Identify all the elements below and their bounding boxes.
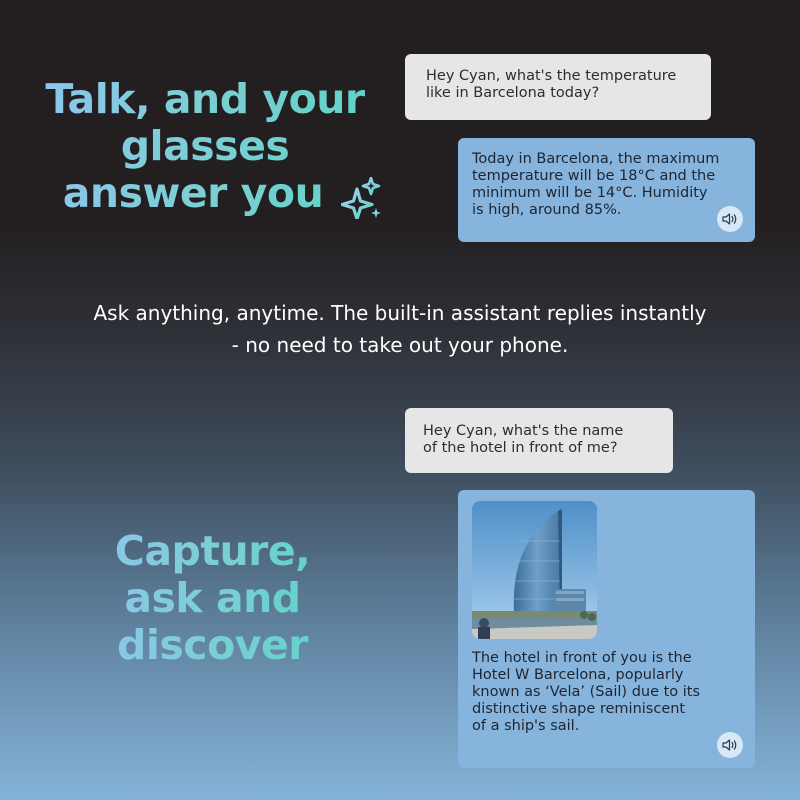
question-line: Hey Cyan, what's the temperature: [426, 68, 677, 84]
answer-line: The hotel in front of you is the: [472, 650, 692, 666]
answer-line: of a ship's sail.: [472, 718, 580, 734]
answer-line: Today in Barcelona, the maximum: [472, 151, 720, 167]
hotel-photo: [472, 501, 597, 639]
headline-line: glasses: [120, 122, 290, 170]
speaker-icon: [722, 212, 738, 226]
headline-line: Capture,: [114, 527, 311, 575]
speaker-icon: [722, 738, 738, 752]
tagline-line: Ask anything, anytime. The built-in assistant replies instantly: [93, 301, 707, 325]
tagline-line: - no need to take out your phone.: [231, 333, 569, 357]
headline-line: Talk, and your: [45, 75, 365, 123]
speaker-button[interactable]: [717, 732, 743, 758]
answer-line: distinctive shape reminiscent: [472, 701, 686, 717]
tagline: [30, 297, 770, 361]
hotel-image: [472, 501, 597, 639]
user-question-bubble: [405, 408, 673, 473]
sparkle-icon: [341, 177, 381, 219]
answer-line: Hotel W Barcelona, popularly: [472, 667, 684, 683]
question-line: like in Barcelona today?: [426, 85, 600, 101]
answer-text: [472, 650, 742, 735]
user-question-bubble: [405, 54, 711, 120]
assistant-answer-bubble: [458, 138, 755, 242]
assistant-answer-bubble: [458, 490, 755, 768]
headline-line: ask and: [124, 574, 301, 622]
answer-line: minimum will be 14°C. Humidity: [472, 185, 708, 201]
answer-line: temperature will be 18°C and the: [472, 168, 716, 184]
speaker-button[interactable]: [717, 206, 743, 232]
question-line: Hey Cyan, what's the name: [423, 423, 624, 439]
headline-talk: [30, 76, 380, 217]
headline-capture: [90, 528, 335, 669]
answer-line: is high, around 85%.: [472, 202, 622, 218]
question-line: of the hotel in front of me?: [423, 440, 618, 456]
headline-line: discover: [116, 621, 309, 669]
headline-line: answer you: [62, 169, 324, 217]
answer-line: known as ‘Vela’ (Sail) due to its: [472, 684, 701, 700]
